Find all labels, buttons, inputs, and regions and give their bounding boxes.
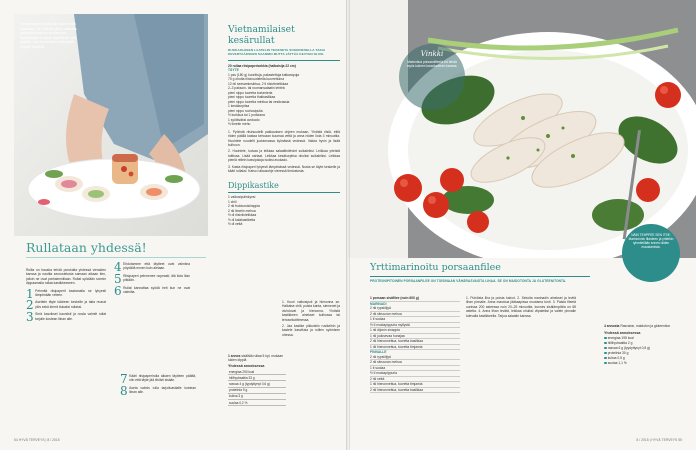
bullet-icon [604,347,607,350]
ingredient-item: ½ tl mustapippuria [370,371,460,377]
ingredient-item: pieni nippu ruohosipulia [228,108,263,113]
ingredient-list [228,73,340,127]
rolling-step [114,283,190,298]
ingredient-item: 1 pss (180 g) kuorittuja, pakastettuja katkarapuja [228,72,300,77]
step-text: Asettele täyte kääreen keskelle ja taita reunat ylös sekä kierrä tiukaksi rullaksi. [35,300,106,309]
nutrition-row: rasvaa 4 g (tyydyttynyt 0,6 g) [228,381,286,387]
ingredient-item: 1 rkl dijonin sinappia [370,328,460,334]
bullet-icon [604,337,607,340]
ingredient-item: pieni nippu tuoretta korianteria [228,90,273,95]
method-list [228,130,340,174]
badge-text: NÄIN TEHPPEE SEN ITSE: Marinoinnin tilanteen ja yrtteihin ryhmitellään ennen niiden maustamista. [628,233,674,250]
ingredient-item: 2 rkl sitruunan mehua [370,360,460,366]
nutrition-row: proteiinia 9 g [228,387,286,393]
page-footer: 8 / 2015 | HYVÄ TERVEYS 55 [636,438,682,442]
rolling-step [26,310,106,325]
nutrition-row: energiaa 250 kcal [228,369,286,375]
nutrition-row: suolaa 0,2 % [228,399,286,405]
pork-recipe-header [370,262,590,283]
recipe-subtitle: RUOKAOHJEEN LAATELIN TEOKSETA SOKERIKSELLA TAKIA KEVERTÄÄKSEEN SAANNIN MUTTA JÄTTÄÄ KEVYEN OLON. [228,48,326,57]
rolling-intro: Rullia on hauska tehdä porukalla yhdessä vieraiden kanssa ja nauttia seurustelusta samaan aikaan tien, jolloin ne ovat parhaimmillaan. Rullat syödään sormin dippaamalla rullaa kastikkeeseen. [26,268,106,286]
dip-ingredient-list [228,195,340,227]
rolling-column-1 [26,268,106,324]
rolling-step [114,260,190,274]
ingredient-item: 1 rkl juoksevaa hunajaa [370,334,460,340]
page-gutter [346,0,350,450]
ingredient-item: 2 rkl vettä [370,377,460,383]
nutrition-note: Rasvaton, maidoton ja gluteeniton [620,324,671,328]
bullet-icon [604,357,607,360]
step-number: 5 [114,271,122,286]
ingredient-item: 2–3 paksoin- tai roomansalaatin lehteä [228,86,285,91]
ingredient-item: ½ kurkkua tai 1 porkkana [228,113,265,118]
divider [370,276,590,277]
yield-line: 20 rullaa riisipaperiarkkia (halkaisija 22 cm) [228,63,296,68]
nutrition-box [228,354,286,406]
method-text: 1. Puhdista liha ja poista kalvot. 2. Sekoita marinadin ainekset ja levitä lihan pinnalle. Anna maustua jääkaapissa muutama tunti. 3. Paista fileetä uunissa 200 asteessa noin 20–25 minuuttia, kunnes sisälämpötila on 68 astetta. 4. Anna lihan levätä, leikkaa ohuiksi viipaleiksi ja valele pinnalle tulevalla kastikkeella. Tarjoa salaatin kanssa. [466,296,576,318]
nutrition-value: energiaa 195 kcal [607,336,634,340]
rolling-step [120,383,196,398]
nutrition-title: 1 annos [228,354,241,358]
dip-title: Dippikastike [228,181,279,191]
ingredient-item: 1 valkosipulinkynsi [228,195,256,200]
ingredient-section: MARINADI [370,301,387,306]
divider [228,192,340,193]
ingredient-item: pieni nippu tuoretta thaibasilikaa [228,95,276,100]
pork-fillet-photo [348,0,696,258]
step-number: 1 [26,286,34,301]
divider [228,60,340,61]
nutrition-title: 4 annosta [604,324,620,328]
step-text: Rullat kannattaa syödä heti kun ne ovat valmiita. [123,285,190,295]
ingredient-item: 2 rkl rypsiöljyä [370,355,460,361]
nutrition-value: suolaa 1,1 % [607,361,627,365]
ingredient-item: 1 syötäväksi avokado [228,117,260,122]
step-text: Pehmitä riisipaperit kastamalla se lyhyesti lämpimään veteen. [35,288,106,298]
ingredient-item: 1 chili [228,199,237,204]
divider [26,257,206,258]
ingredient-item: 2 rkl sitruunan mehua [370,312,460,318]
ingredient-item: 1 tl suolaa [370,366,460,372]
step-number: 2 [26,298,34,313]
pork-title: Yrttimarinoitu porsaanfilee [370,262,501,273]
ingredient-item: 2 rkl fruktoosisiirappia [228,204,260,209]
pork-method [466,296,576,318]
rolling-step [26,286,106,301]
step-number: 3 [26,310,34,325]
section-label: TÄYTE [228,68,239,73]
nutrition-value: kuitua 0,5 g [607,356,625,360]
step-text: Ehdotamme että täytteet ovat valmiina pöydällä ennen kuin aletaan. [123,262,190,271]
step-number: 7 [120,372,128,386]
tip-title: Vinkki [420,50,444,58]
rolling-step [26,298,106,313]
info-badge [622,224,680,282]
tip-circle [399,44,465,110]
ingredient-item: ½ dl riisiviinietikkaa [228,213,257,218]
step-number: 6 [114,283,122,298]
ingredient-item: 12 rkl seesaminsiirtua, 2 tl riisiviinietikkaa [228,81,289,86]
ingredient-item: 1 kesäkurpitsa [228,104,250,109]
ingredient-item: 2 rkl rypsiöljyä [370,306,460,312]
bullet-icon [604,362,607,365]
step-number: 4 [114,260,122,274]
ingredient-item: ½ tl mustapippuria myllystä [370,323,460,329]
method-step: 2. Huuhtele, kuivaa ja leikkaa salaattinlehdet suikaleiksi. Leikkaa yrteistä tuittiosa. Lisää vartaat. Leikkaa kesäkurpitsa ohuiksi suikaleiksi. Leikkaa pieniä rellein kasvipaloja isoiksi avokado. [228,149,340,163]
ingredient-item: 2 rkl hienonnettua, tuoretta basilikaa [370,388,460,394]
ingredient-item: 1 tl suolaa [370,317,460,323]
ingredient-item: 2 rkl hienonnettua, tuoretta basilikaa [370,339,460,345]
rolling-step [114,271,190,286]
step-number: 8 [120,383,128,398]
nutrition-value: hiilihydraattia 2 g [607,341,633,345]
rolling-column-2 [114,262,190,297]
nutrition-box-right [604,324,684,366]
nutrition-row: kuitua 3 g [228,393,286,399]
bullet-icon [604,342,607,345]
method-step: 1. Pyöristä riisinuudelit pakkauksen ohjeen mukaan. Yhdistä riisiä, etitä riiden päällä kastaa kehoaan kuumaa vettä ja anna niiden liota 3 minuuttia. Huuhtele nuudelit juoksevassa kylmässä vedessä. Valuta hyvin ja lisää kulhoon. [228,129,340,148]
ingredient-item: 1 rkl hienonnettua, tuoretta timjamia [370,382,460,388]
method-step: 3. Kasta riisipaperi lyhyesti lämpimässä vedessä. Nosta se täyte keskelle ja kääri rullaksi. Katso rullausohje vieressä tiedostosta. [228,164,340,174]
step-text: Riisipaperi pehmenee nopeasti; älä liota liian pitkään. [123,273,190,283]
rolling-section [26,240,216,261]
spring-rolls-recipe [228,24,340,227]
ingredient-item: 1 porsaan sisäfilee (noin 600 g) [370,296,460,302]
nutrition-note: sisältää rullaa 5 kpl, mukaan lukien dippiä [228,354,283,362]
pork-ingredients [370,296,460,393]
tip-text: Marinoitua porsaanfileetä voi tehdä myös kolmen kausituotteen kanssa. [406,60,458,69]
nutrition-table [228,369,286,406]
page-footer: 54 HYVÄ TERVEYS | 8 / 2015 [14,438,60,442]
method-step: 2. Jaa kastike pikkuisiin rusikeihin ja kastele kasviksia ja rullien syömisen ohessa. [282,324,340,337]
dip-method [282,300,340,339]
pork-subtitle: PROTEIINIPITOINEN PORSAANFILEE ON TOISINAAN VÄHÄRASVAISTA LIHAA. SE ON MAIDOTONTA JA GLUTEENITONTA. [370,279,567,283]
nutrition-row: hiilihydraattia 33 g [228,375,286,381]
ingredient-item: 1 rkl hienonnettua, tuoretta timjamia [370,345,460,351]
step-text: Aseta valmis rulla tarjoiluastialle kostean liinan alle. [129,385,196,395]
nutrition-header: Yhdessä annoksessa [604,331,641,335]
nutrition-value: proteiinia 30 g [607,351,629,355]
rolling-title: Rullataan yhdessä! [26,240,147,255]
nutrition-value: rasvaa 6 g (tyydyttynyt 0,8 g) [607,346,651,350]
photo-caption: Vietnamilaiset kesärullat ovat keveää huuloissa. Ne ovat kevyitä ja raikkaita, salaattiaineksia tuoreudessaan. Dippikastike on aivan täydellinen näin kesällä. Jaat ne keskiöön käärimällä pöydän keskelle. [20,22,78,49]
ingredient-item: ½ limetin mehu [228,122,251,127]
method-step: 1. Kuori valkosipuli ja hienonna se. Halkaise chili, poista kanta, siemenet ja viuhduvat ja hienonna. Yhdistä kastikkeen ainekset kulhossa tai tehosekoittimessa. [282,300,340,322]
ingredient-section: PINNALLE [370,350,387,354]
bullet-icon [604,352,607,355]
ingredient-item: ½ dl vettä [228,222,243,227]
step-text: Sirrä kasvikset kauniisti ja nosta valmiit rullat tarjolle kostean liinan alle. [35,312,106,321]
ingredient-item: pieni nippu tuoretta minttua tai vesikrassia [228,99,290,104]
rolling-step [120,372,196,386]
ingredient-item: 2 rkl limetin mehua [228,208,256,213]
nutrition-row [604,361,684,366]
rolling-column-3 [120,374,196,398]
ingredient-item: ½ dl kalakastiketta [228,217,256,222]
recipe-title: Vietnamilaiset kesärullat [228,24,295,46]
nutrition-header: Yhdessä annoksessa [228,364,265,368]
ingredient-item: 75 g ohutta riisinuudeleita kuorrettuina [228,77,284,82]
step-text: Kääri riisipaperirulla alkaen täytteen päältä, niin että täyte jää tiiviisti sisään. [129,374,196,383]
